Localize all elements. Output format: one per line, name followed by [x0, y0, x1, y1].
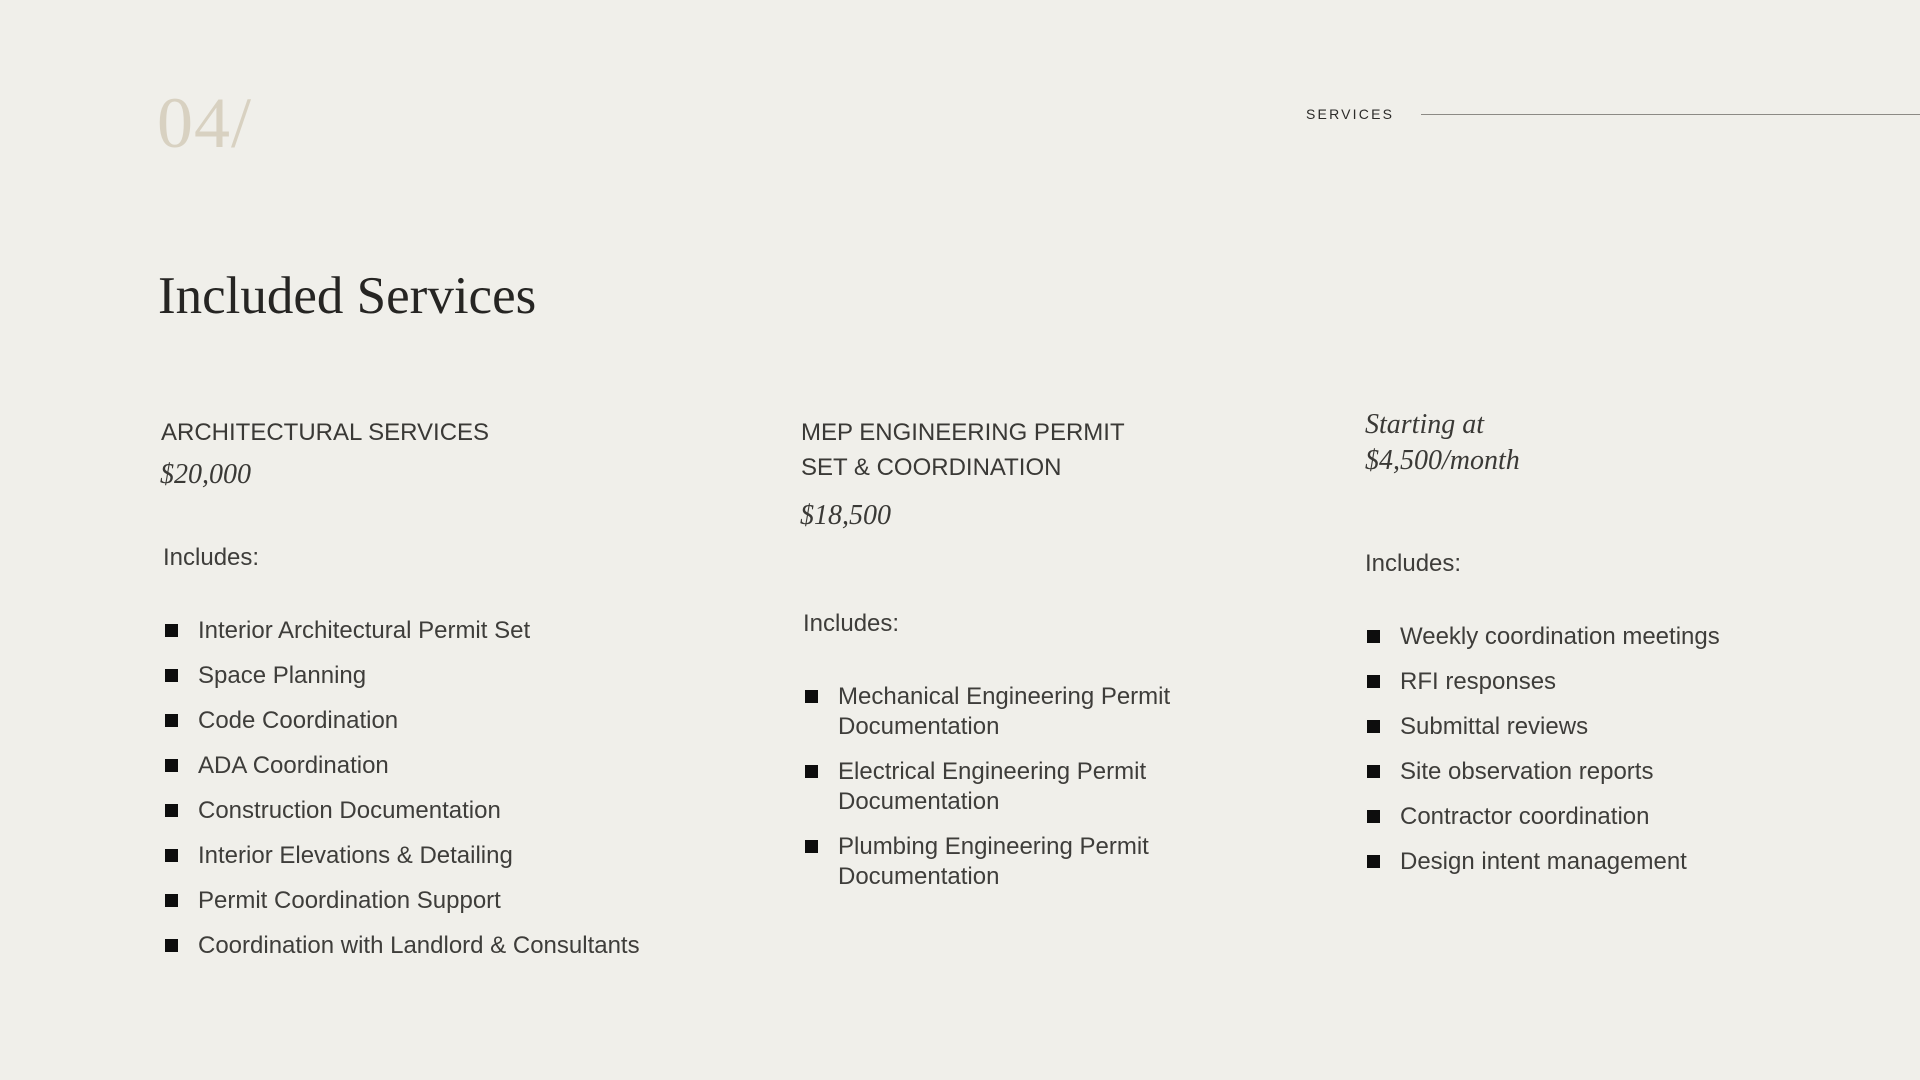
square-bullet-icon [805, 840, 818, 853]
square-bullet-icon [165, 669, 178, 682]
column-price: Starting at $4,500/month [1365, 409, 1520, 476]
section-divider-line [1421, 114, 1920, 115]
square-bullet-icon [1367, 675, 1380, 688]
list-item-label: ADA Coordination [198, 752, 389, 779]
square-bullet-icon [165, 894, 178, 907]
square-bullet-icon [1367, 855, 1380, 868]
list-item-label: Plumbing Engineering Permit Documentation [838, 833, 1149, 890]
included-items-list [805, 682, 1225, 907]
list-item-label: Interior Architectural Permit Set [198, 617, 531, 644]
includes-label: Includes: [803, 610, 900, 637]
list-item [165, 841, 725, 886]
list-item [165, 886, 725, 931]
list-item [1367, 622, 1887, 667]
included-items-list [1367, 622, 1887, 892]
column-price: $20,000 [160, 459, 251, 490]
list-item-label: Permit Coordination Support [198, 887, 501, 914]
list-item-label: Contractor coordination [1400, 803, 1650, 830]
column-price: $18,500 [800, 500, 891, 531]
square-bullet-icon [165, 714, 178, 727]
list-item [805, 832, 1225, 907]
list-item-label: Design intent management [1400, 848, 1687, 875]
square-bullet-icon [805, 690, 818, 703]
list-item [1367, 802, 1887, 847]
page-title: Included Services [158, 267, 537, 325]
list-item-label: Coordination with Landlord & Consultants [198, 932, 640, 959]
includes-label: Includes: [163, 544, 260, 571]
list-item [165, 706, 725, 751]
list-item-label: Mechanical Engineering Permit Documentation [838, 683, 1171, 740]
square-bullet-icon [165, 849, 178, 862]
list-item-label: RFI responses [1400, 668, 1557, 695]
list-item [165, 661, 725, 706]
square-bullet-icon [165, 759, 178, 772]
square-bullet-icon [165, 804, 178, 817]
list-item-label: Code Coordination [198, 707, 399, 734]
section-number: 04/ [157, 83, 253, 163]
square-bullet-icon [1367, 720, 1380, 733]
list-item [805, 757, 1225, 832]
list-item-label: Electrical Engineering Permit Documentation [838, 758, 1147, 815]
list-item-label: Interior Elevations & Detailing [198, 842, 513, 869]
list-item [805, 682, 1225, 757]
square-bullet-icon [165, 624, 178, 637]
column-heading: ARCHITECTURAL SERVICES [161, 419, 490, 446]
square-bullet-icon [1367, 765, 1380, 778]
section-label: SERVICES [1306, 106, 1395, 122]
square-bullet-icon [805, 765, 818, 778]
list-item [1367, 712, 1887, 757]
list-item [1367, 847, 1887, 892]
square-bullet-icon [165, 939, 178, 952]
list-item-label: Site observation reports [1400, 758, 1654, 785]
list-item [165, 751, 725, 796]
list-item-label: Space Planning [198, 662, 367, 689]
list-item [1367, 757, 1887, 802]
included-items-list [165, 616, 725, 976]
list-item [1367, 667, 1887, 712]
list-item [165, 796, 725, 841]
includes-label: Includes: [1365, 550, 1462, 577]
list-item-label: Weekly coordination meetings [1400, 623, 1720, 650]
list-item-label: Submittal reviews [1400, 713, 1589, 740]
square-bullet-icon [1367, 630, 1380, 643]
column-heading: MEP ENGINEERING PERMIT SET & COORDINATION [801, 419, 1125, 481]
list-item-label: Construction Documentation [198, 797, 501, 824]
list-item [165, 616, 725, 661]
square-bullet-icon [1367, 810, 1380, 823]
list-item [165, 931, 725, 976]
